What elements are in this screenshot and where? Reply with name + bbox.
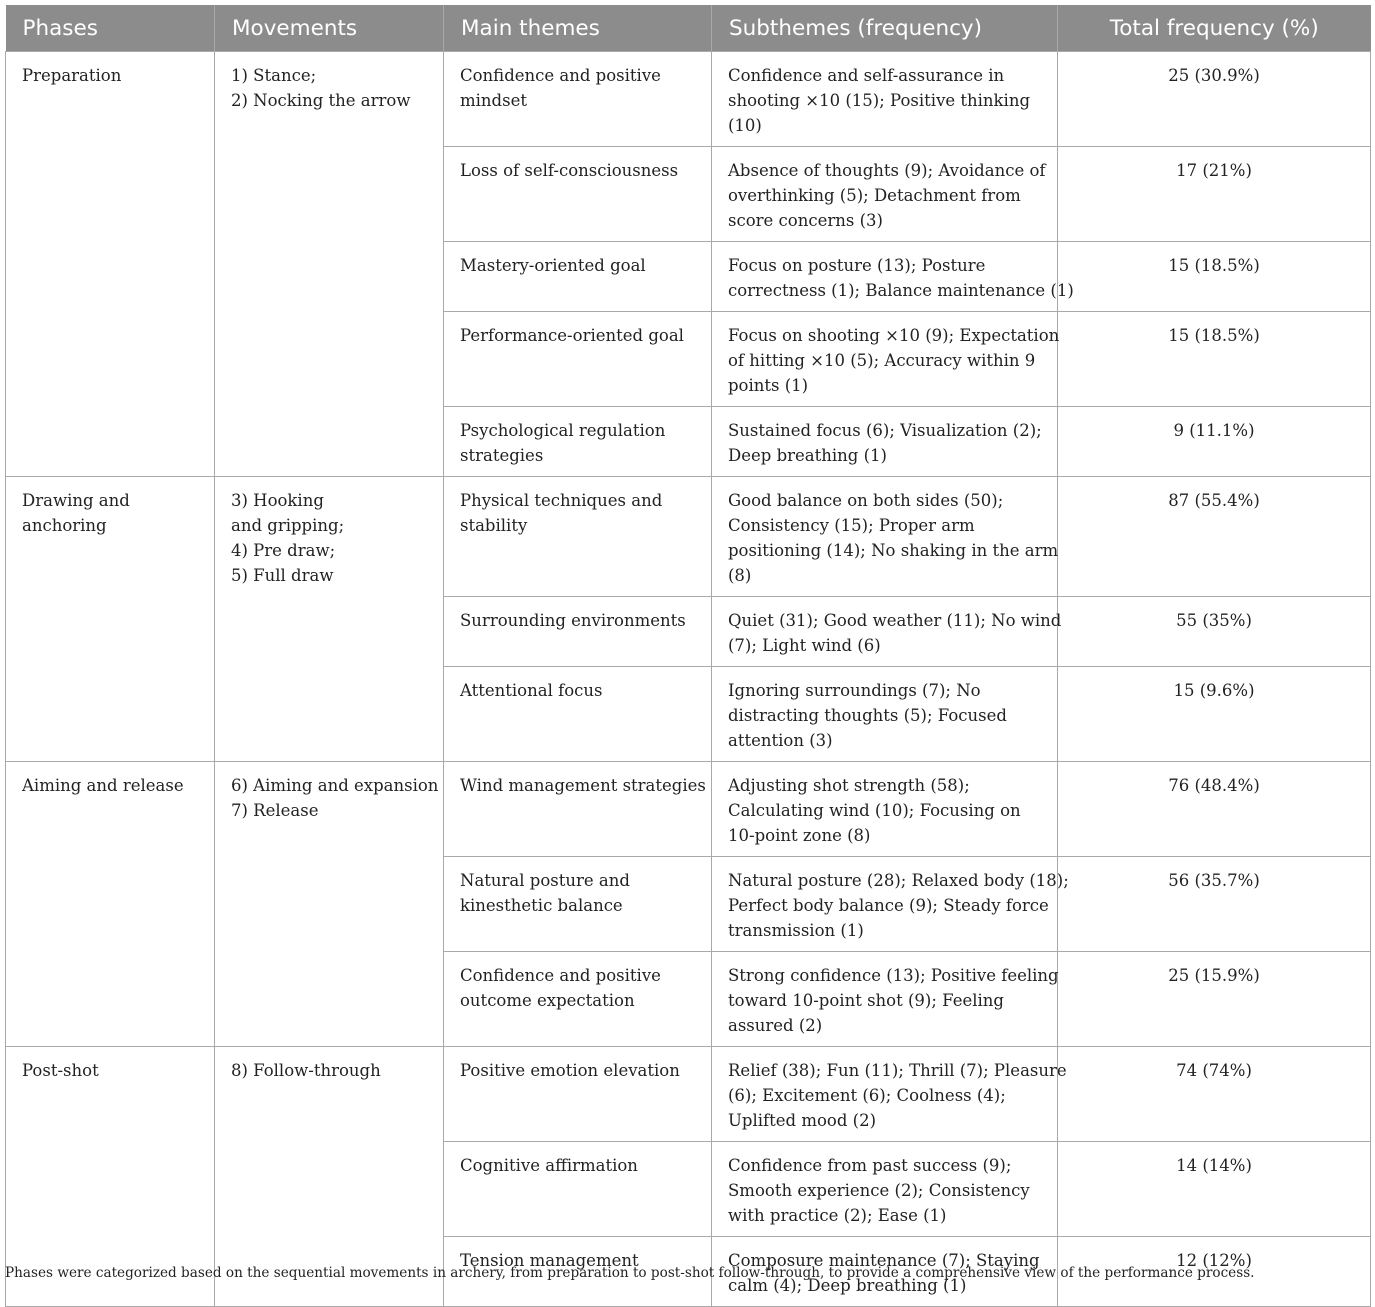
cell-line: 7) Release	[231, 801, 319, 820]
cell-line: Loss of self-consciousness	[460, 161, 679, 180]
cell-line: toward 10-point shot (9); Feeling	[728, 991, 1004, 1010]
cell-line: Absence of thoughts (9); Avoidance of	[728, 161, 1046, 180]
cell-line: 10-point zone (8)	[728, 826, 871, 845]
main-theme-cell	[444, 147, 712, 242]
movements-cell	[215, 52, 444, 477]
cell-line: shooting ×10 (15); Positive thinking	[728, 91, 1031, 110]
total-frequency-cell: 74 (74%)	[1058, 1047, 1371, 1142]
main-theme-cell	[444, 1142, 712, 1237]
cell-line: Psychological regulation	[460, 421, 666, 440]
main-theme-cell	[444, 857, 712, 952]
total-frequency-cell: 25 (30.9%)	[1058, 52, 1371, 147]
cell-line: 1) Stance;	[231, 66, 317, 85]
total-frequency-cell: 15 (18.5%)	[1058, 312, 1371, 407]
phase-cell	[6, 477, 215, 762]
cell-line: Tension management	[460, 1251, 639, 1270]
total-frequency-cell: 12 (12%)	[1058, 1237, 1371, 1307]
header-main-themes: Main themes	[444, 5, 712, 52]
movements-cell	[215, 477, 444, 762]
cell-line: stability	[460, 516, 528, 535]
cell-line: Post-shot	[22, 1061, 99, 1080]
header-phases: Phases	[6, 5, 215, 52]
cell-line: Calculating wind (10); Focusing on	[728, 801, 1021, 820]
cell-line: (7); Light wind (6)	[728, 636, 881, 655]
total-frequency-cell: 9 (11.1%)	[1058, 407, 1371, 477]
cell-line: Relief (38); Fun (11); Thrill (7); Pleasure	[728, 1061, 1067, 1080]
total-frequency-cell: 25 (15.9%)	[1058, 952, 1371, 1047]
cell-line: Mastery-oriented goal	[460, 256, 646, 275]
cell-line: Confidence and positive	[460, 966, 661, 985]
cell-line: Wind management strategies	[460, 776, 706, 795]
cell-line: Quiet (31); Good weather (11); No wind	[728, 611, 1062, 630]
phase-cell	[6, 762, 215, 1047]
cell-line: Sustained focus (6); Visualization (2);	[728, 421, 1042, 440]
cell-line: with practice (2); Ease (1)	[728, 1206, 947, 1225]
main-theme-cell	[444, 1047, 712, 1142]
header-row	[6, 5, 1371, 52]
total-frequency-cell: 55 (35%)	[1058, 597, 1371, 667]
subthemes-cell	[712, 762, 1058, 857]
main-theme-cell	[444, 407, 712, 477]
cell-line: Composure maintenance (7); Staying	[728, 1251, 1040, 1270]
subthemes-cell	[712, 857, 1069, 952]
cell-line: Perfect body balance (9); Steady force	[728, 896, 1049, 915]
cell-line: Focus on shooting ×10 (9); Expectation	[728, 326, 1060, 345]
cell-line: calm (4); Deep breathing (1)	[728, 1276, 967, 1295]
main-theme-cell	[444, 762, 712, 857]
table-row	[6, 762, 1371, 857]
cell-line: of hitting ×10 (5); Accuracy within 9	[728, 351, 1036, 370]
cell-line: 8) Follow-through	[231, 1061, 381, 1080]
cell-line: positioning (14); No shaking in the arm	[728, 541, 1059, 560]
subthemes-cell	[712, 147, 1058, 242]
total-frequency-cell: 15 (9.6%)	[1058, 667, 1371, 762]
subthemes-cell	[712, 597, 1062, 667]
phase-cell	[6, 52, 215, 477]
total-frequency-cell: 15 (18.5%)	[1058, 242, 1371, 312]
subthemes-cell	[712, 52, 1058, 147]
subthemes-cell	[712, 312, 1058, 407]
cell-line: overthinking (5); Detachment from	[728, 186, 1021, 205]
cell-line: Ignoring surroundings (7); No	[728, 681, 981, 700]
total-frequency-cell: 17 (21%)	[1058, 147, 1371, 242]
cell-line: Smooth experience (2); Consistency	[728, 1181, 1030, 1200]
cell-line: distracting thoughts (5); Focused	[728, 706, 1007, 725]
main-theme-cell	[444, 312, 712, 407]
subthemes-cell	[712, 1142, 1058, 1237]
cell-line: (6); Excitement (6); Coolness (4);	[728, 1086, 1006, 1105]
table-footnote: Phases were categorized based on the sequential movements in archery, from preparation to post-shot follow-through, to provide a comprehensive view of the performance process.	[5, 1265, 1255, 1281]
main-theme-cell	[444, 477, 712, 597]
cell-line: Strong confidence (13); Positive feeling	[728, 966, 1059, 985]
total-frequency-cell: 76 (48.4%)	[1058, 762, 1371, 857]
cell-line: Aiming and release	[22, 776, 184, 795]
total-frequency-cell: 87 (55.4%)	[1058, 477, 1371, 597]
cell-line: and gripping;	[231, 516, 345, 535]
header-total-frequency: Total frequency (%)	[1058, 5, 1371, 52]
cell-line: Physical techniques and	[460, 491, 663, 510]
cell-line: Confidence and positive	[460, 66, 661, 85]
cell-line: 3) Hooking	[231, 491, 324, 510]
cell-line: mindset	[460, 91, 527, 110]
cell-line: transmission (1)	[728, 921, 864, 940]
cell-line: 2) Nocking the arrow	[231, 91, 411, 110]
subthemes-cell	[712, 667, 1058, 762]
cell-line: Natural posture (28); Relaxed body (18);	[728, 871, 1069, 890]
cell-line: Good balance on both sides (50);	[728, 491, 1004, 510]
main-theme-cell	[444, 667, 712, 762]
cell-line: Consistency (15); Proper arm	[728, 516, 975, 535]
cell-line: Uplifted mood (2)	[728, 1111, 877, 1130]
cell-line: 6) Aiming and expansion	[231, 776, 439, 795]
phases-table	[5, 5, 1371, 1307]
cell-line: score concerns (3)	[728, 211, 883, 230]
main-theme-cell	[444, 52, 712, 147]
cell-line: (8)	[728, 566, 752, 585]
subthemes-cell	[712, 477, 1058, 597]
cell-line: (10)	[728, 116, 762, 135]
cell-line: correctness (1); Balance maintenance (1)	[728, 281, 1074, 300]
cell-line: Deep breathing (1)	[728, 446, 887, 465]
cell-line: Performance-oriented goal	[460, 326, 684, 345]
cell-line: kinesthetic balance	[460, 896, 623, 915]
cell-line: Attentional focus	[460, 681, 603, 700]
cell-line: strategies	[460, 446, 544, 465]
cell-line: Confidence from past success (9);	[728, 1156, 1012, 1175]
cell-line: attention (3)	[728, 731, 833, 750]
cell-line: outcome expectation	[460, 991, 635, 1010]
cell-line: Drawing and	[22, 491, 130, 510]
main-theme-cell	[444, 242, 712, 312]
main-theme-cell	[444, 952, 712, 1047]
subthemes-cell	[712, 952, 1058, 1047]
main-theme-cell	[444, 597, 712, 667]
subthemes-cell	[712, 1047, 1067, 1142]
cell-line: 5) Full draw	[231, 566, 334, 585]
cell-line: Adjusting shot strength (58);	[728, 776, 970, 795]
cell-line: Preparation	[22, 66, 122, 85]
cell-line: Cognitive affirmation	[460, 1156, 638, 1175]
total-frequency-cell: 14 (14%)	[1058, 1142, 1371, 1237]
cell-line: Focus on posture (13); Posture	[728, 256, 986, 275]
cell-line: anchoring	[22, 516, 107, 535]
subthemes-cell	[712, 407, 1058, 477]
cell-line: 4) Pre draw;	[231, 541, 336, 560]
cell-line: points (1)	[728, 376, 809, 395]
cell-line: Confidence and self-assurance in	[728, 66, 1005, 85]
table-row	[6, 1047, 1371, 1142]
cell-line: Positive emotion elevation	[460, 1061, 680, 1080]
table-row	[6, 52, 1371, 147]
subthemes-cell	[712, 242, 1074, 312]
cell-line: Surrounding environments	[460, 611, 686, 630]
movements-cell	[215, 762, 444, 1047]
cell-line: Natural posture and	[460, 871, 630, 890]
table-row	[6, 477, 1371, 597]
cell-line: assured (2)	[728, 1016, 823, 1035]
header-subthemes: Subthemes (frequency)	[712, 5, 1058, 52]
total-frequency-cell: 56 (35.7%)	[1058, 857, 1371, 952]
header-movements: Movements	[215, 5, 444, 52]
